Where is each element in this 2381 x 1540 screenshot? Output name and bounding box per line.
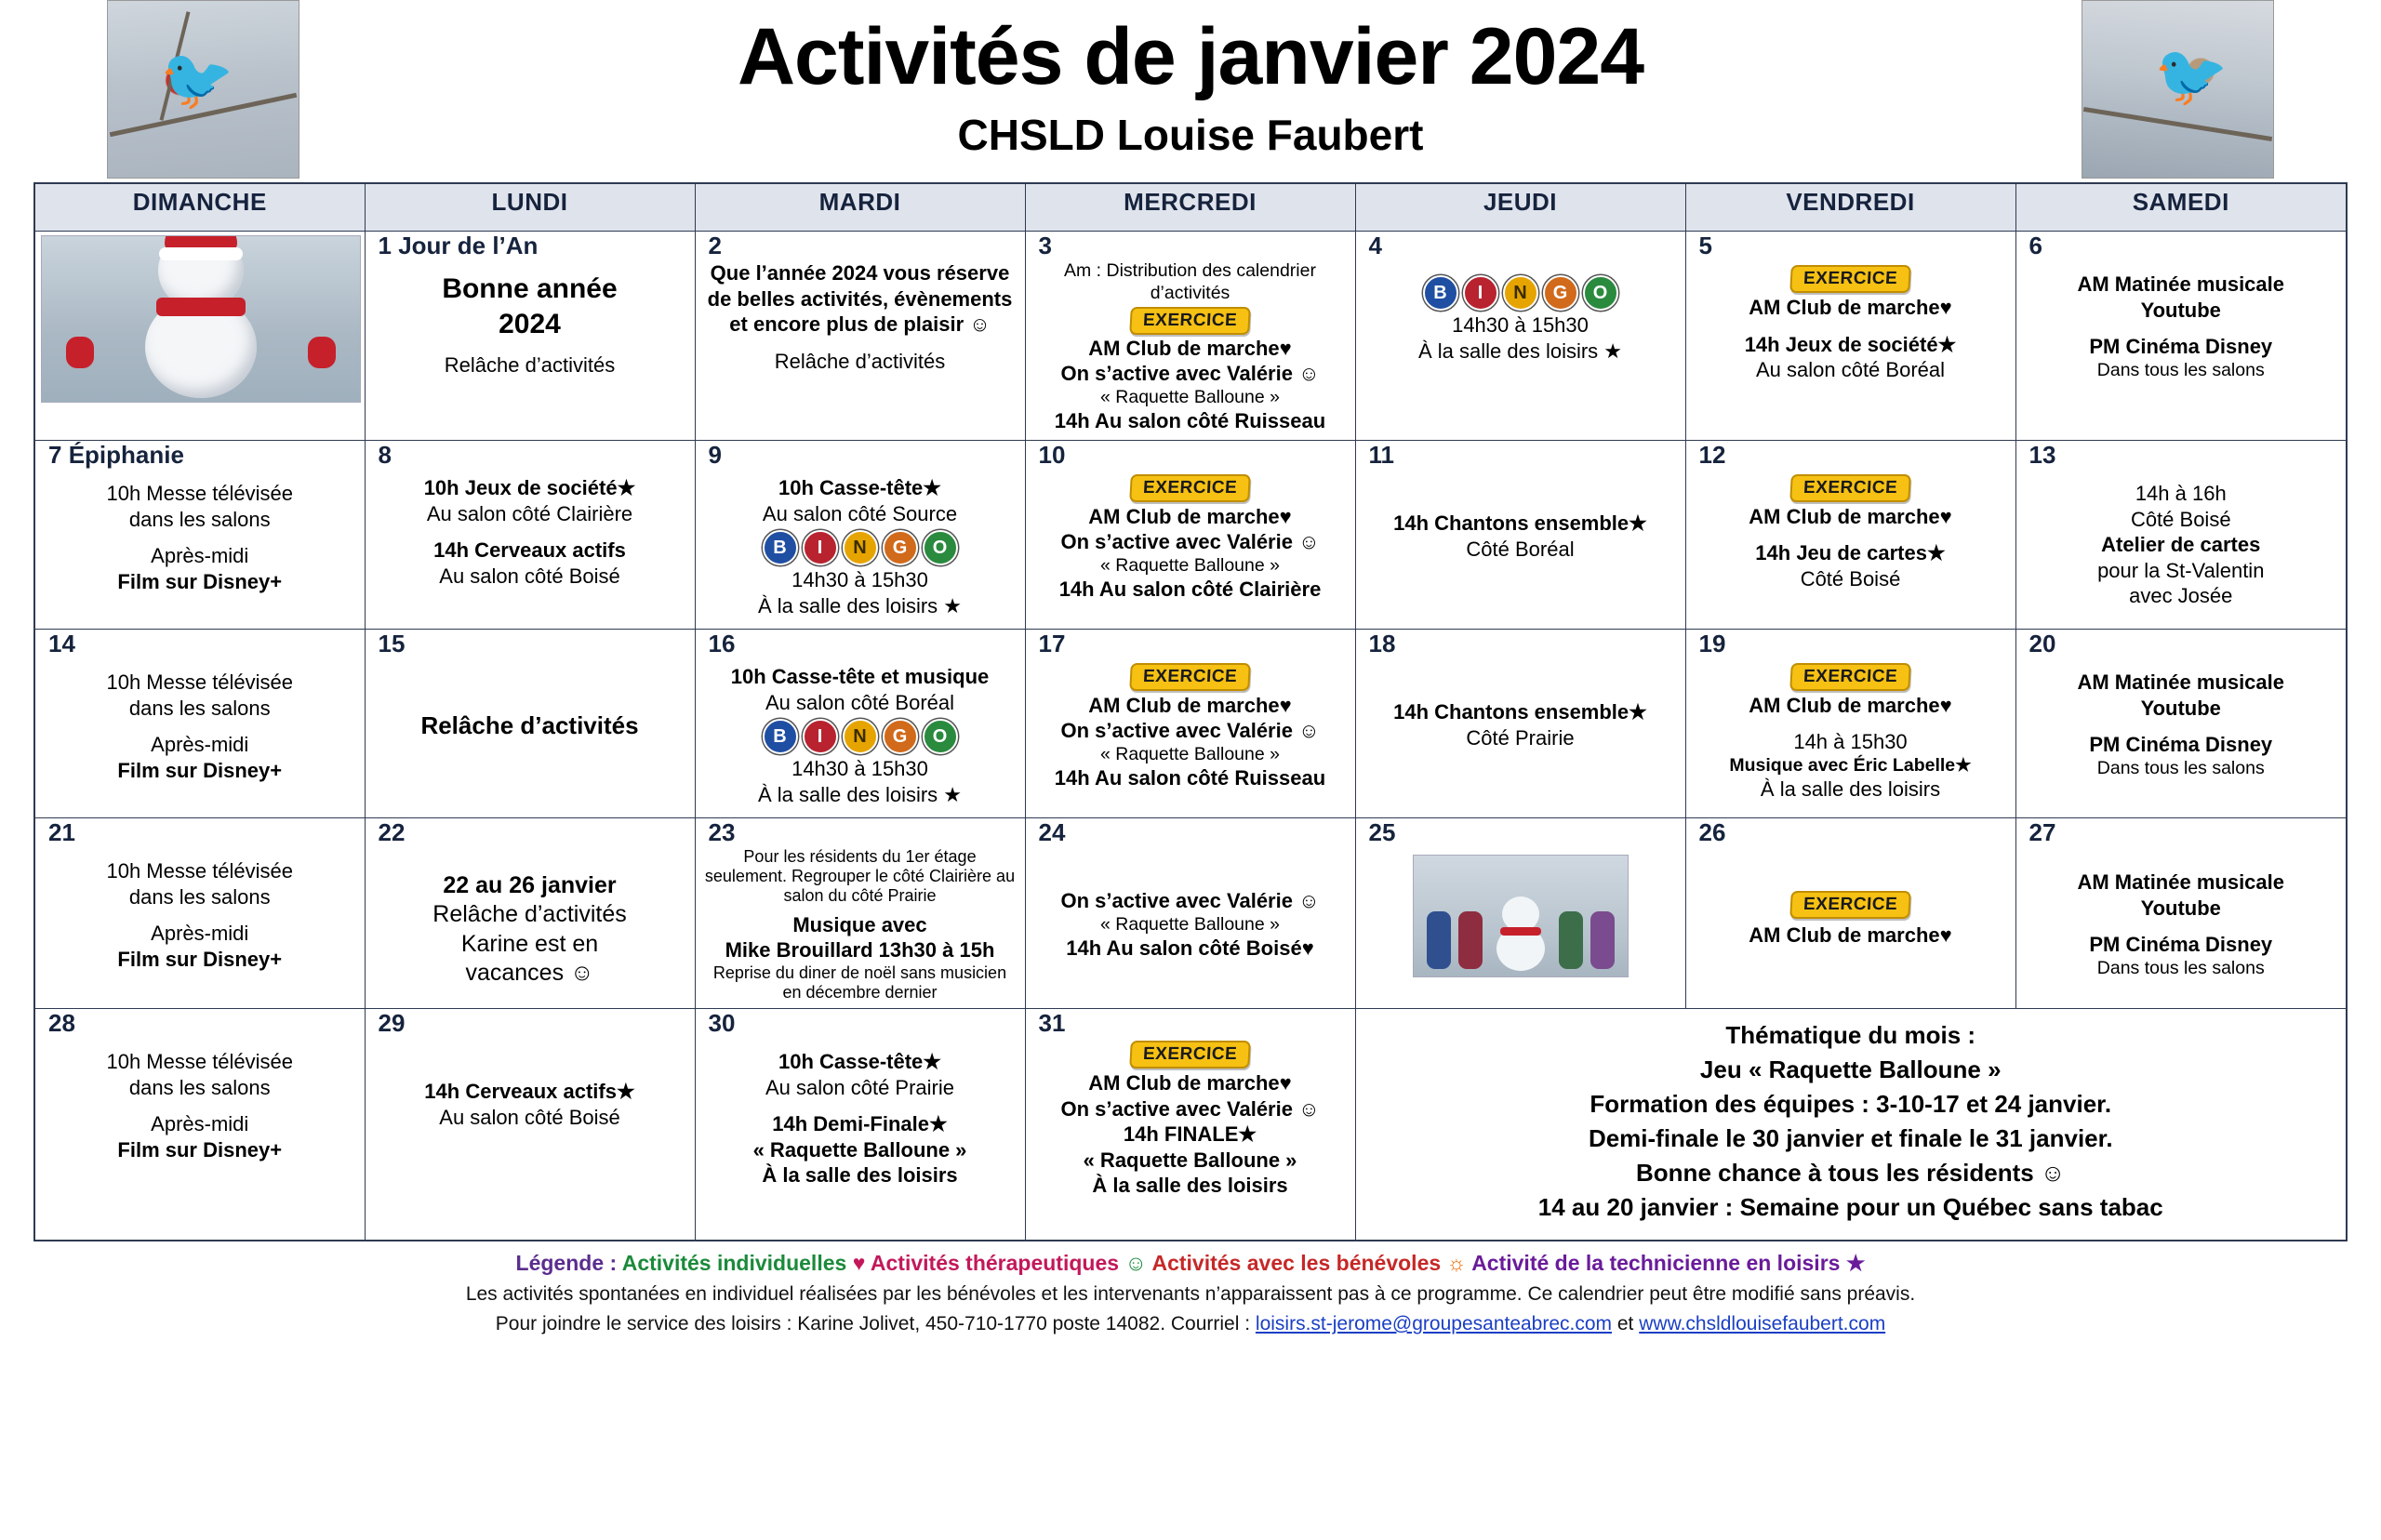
day7-line1: 10h Messe télévisée <box>106 482 294 506</box>
day18-line2: Côté Prairie <box>1466 725 1575 750</box>
day31-line3: 14h FINALE★ <box>1123 1122 1257 1147</box>
legend-item-3: Activités avec les bénévoles <box>1151 1251 1442 1276</box>
day6-line4: Dans tous les salons <box>2096 359 2265 380</box>
bingo-icon: B I N G O <box>1363 275 1678 311</box>
day31-line1: AM Club de marche♥ <box>1088 1071 1292 1095</box>
calendar-table <box>33 182 2348 1241</box>
day6-line2: Youtube <box>2140 298 2221 322</box>
day-number-20: 20 <box>2029 629 2056 657</box>
day-cell-9 <box>695 440 1025 629</box>
day12-line2: 14h Jeu de cartes★ <box>1755 541 1946 565</box>
day6-line3: PM Cinéma Disney <box>2089 335 2273 359</box>
day13-line4: pour la St-Valentin <box>2097 558 2265 582</box>
exercice-badge: EXERCICE <box>1789 474 1911 502</box>
snowman-photo <box>41 235 361 403</box>
day-number-13: 13 <box>2029 440 2056 469</box>
day-number-5: 5 <box>1698 232 1712 259</box>
day12-line1: AM Club de marche♥ <box>1749 504 1952 528</box>
day19-line2: 14h à 15h30 <box>1793 730 1908 754</box>
day-number-17: 17 <box>1038 629 1066 657</box>
cardinal-bird-photo <box>107 0 299 179</box>
day16-line4: À la salle des loisirs ★ <box>757 782 963 806</box>
footer-line-1: Les activités spontanées en individuel réalisées par les bénévoles et les intervenants n’apparaissent pas à ce programme. Ce calendrier peut être modifié sans préavis. <box>465 1283 1916 1306</box>
footer <box>0 1280 2381 1338</box>
day-number-31: 31 <box>1038 1009 1066 1038</box>
day-number-15: 15 <box>378 629 406 657</box>
footer-line-2-mid: et <box>1612 1312 1640 1334</box>
day28-line3: Après-midi <box>151 1112 249 1136</box>
day21-line3: Après-midi <box>151 922 249 946</box>
day21-line4: Film sur Disney+ <box>117 947 283 971</box>
day19-line1: AM Club de marche♥ <box>1749 693 1952 717</box>
day-cell-12 <box>1685 440 2015 629</box>
day26-line1: AM Club de marche♥ <box>1749 923 1952 947</box>
day12-line3: Côté Boisé <box>1800 566 1901 591</box>
day17-line3: « Raquette Balloune » <box>1100 743 1280 764</box>
day-cell-21 <box>34 817 365 1008</box>
theme-line4: Demi-finale le 30 janvier et finale le 31 janvier. <box>1588 1123 2113 1152</box>
day18-line1: 14h Chantons ensemble★ <box>1393 700 1647 724</box>
day-cell-2 <box>695 232 1025 441</box>
day-cell-13 <box>2015 440 2347 629</box>
day16-line1: 10h Casse-tête et musique <box>730 665 990 689</box>
day-number-27: 27 <box>2029 817 2056 846</box>
day-number-26: 26 <box>1698 817 1726 846</box>
day-cell-5 <box>1685 232 2015 441</box>
day9-line1: 10h Casse-tête★ <box>778 476 942 500</box>
day-number-28: 28 <box>48 1009 75 1038</box>
day-cell-17 <box>1025 629 1355 817</box>
page-header <box>0 0 2381 182</box>
day-number-11: 11 <box>1368 440 1394 469</box>
day27-line3: PM Cinéma Disney <box>2089 933 2273 957</box>
day17-line4: 14h Au salon côté Ruisseau <box>1054 766 1326 790</box>
day-number-10: 10 <box>1038 440 1066 469</box>
day-cell-8 <box>365 440 695 629</box>
day-number-4: 4 <box>1368 232 1382 259</box>
day-number-21: 21 <box>48 817 75 846</box>
waxwing-icon: 🐦 <box>2154 42 2228 109</box>
day8-line1: 10h Jeux de société★ <box>423 476 636 500</box>
sun-icon: ☼ <box>1446 1251 1467 1276</box>
weekday-friday: VENDREDI <box>1685 183 2015 232</box>
page-title: Activités de janvier 2024 <box>737 12 1644 101</box>
day-cell-10 <box>1025 440 1355 629</box>
day19-line3: Musique avec Éric Labelle★ <box>1729 754 1972 776</box>
day30-line4: « Raquette Balloune » <box>752 1137 967 1162</box>
bingo-icon: B I N G O <box>703 530 1018 565</box>
day5-line3: Au salon côté Boréal <box>1755 358 1946 382</box>
day27-line4: Dans tous les salons <box>2096 957 2265 978</box>
day-cell-empty-sun1 <box>34 232 365 441</box>
day7-line4: Film sur Disney+ <box>117 569 283 593</box>
smiley-icon: ☺ <box>1124 1251 1147 1276</box>
day-number-7: 7 Épiphanie <box>48 440 184 469</box>
day27-line2: Youtube <box>2140 896 2221 920</box>
day10-line3: « Raquette Balloune » <box>1100 554 1280 576</box>
day1-line1: Bonne année <box>442 273 618 305</box>
calendar-week-1 <box>34 232 2347 441</box>
day16-line3: 14h30 à 15h30 <box>791 757 928 781</box>
legend <box>0 1251 2381 1276</box>
day-cell-11 <box>1355 440 1685 629</box>
waxwing-bird-photo <box>2082 0 2274 179</box>
day-cell-25 <box>1355 817 1685 1008</box>
day14-line2: dans les salons <box>128 696 271 720</box>
exercice-badge: EXERCICE <box>1129 1041 1251 1069</box>
day-cell-15 <box>365 629 695 817</box>
calendar-week-3 <box>34 629 2347 817</box>
day-number-3: 3 <box>1038 232 1052 259</box>
day3-line3: On s’active avec Valérie ☺ <box>1060 362 1320 386</box>
footer-line-2-pre: Pour joindre le service des loisirs : Karine Jolivet, 450-710-1770 poste 14082. Courriel : <box>495 1312 1256 1334</box>
day-cell-29 <box>365 1009 695 1241</box>
day10-line1: AM Club de marche♥ <box>1088 504 1292 528</box>
day23-line3: Mike Brouillard 13h30 à 15h <box>725 938 995 962</box>
day13-line2: Côté Boisé <box>2130 507 2231 531</box>
day29-line1: 14h Cerveaux actifs★ <box>424 1080 635 1104</box>
theme-line6: 14 au 20 janvier : Semaine pour un Québec sans tabac <box>1537 1192 2163 1221</box>
day23-line2: Musique avec <box>792 912 927 936</box>
day29-line2: Au salon côté Boisé <box>439 1105 620 1129</box>
day-cell-19 <box>1685 629 2015 817</box>
day1-line2: 2024 <box>499 308 561 339</box>
weekday-monday: LUNDI <box>365 183 695 232</box>
day-number-24: 24 <box>1038 817 1066 846</box>
day5-line2: 14h Jeux de société★ <box>1744 332 1957 356</box>
day21-line1: 10h Messe télévisée <box>106 859 294 883</box>
day-cell-4 <box>1355 232 1685 441</box>
bingo-icon: B I N G O <box>703 719 1018 754</box>
legend-item-4: Activité de la technicienne en loisirs <box>1471 1251 1841 1276</box>
day30-line3: 14h Demi-Finale★ <box>772 1112 948 1136</box>
day4-line1: 14h30 à 15h30 <box>1452 313 1589 338</box>
day-number-16: 16 <box>708 629 736 657</box>
day-cell-6 <box>2015 232 2347 441</box>
day14-line1: 10h Messe télévisée <box>106 670 294 695</box>
legend-label: Légende : <box>515 1251 618 1276</box>
weekday-thursday: JEUDI <box>1355 183 1685 232</box>
day20-line1: AM Matinée musicale <box>2077 670 2284 695</box>
monthly-theme-block <box>1355 1009 2347 1241</box>
day-number-14: 14 <box>48 629 75 657</box>
weekday-wednesday: MERCREDI <box>1025 183 1355 232</box>
day28-line1: 10h Messe télévisée <box>106 1050 294 1074</box>
day17-line1: AM Club de marche♥ <box>1088 693 1292 717</box>
day-cell-28 <box>34 1009 365 1241</box>
day24-line3: 14h Au salon côté Boisé♥ <box>1066 936 1314 960</box>
day-cell-14 <box>34 629 365 817</box>
legend-item-2: Activités thérapeutiques <box>870 1251 1120 1276</box>
heart-icon: ♥ <box>852 1251 866 1276</box>
day20-line3: PM Cinéma Disney <box>2089 733 2273 757</box>
day22-line2: Relâche d’activités <box>432 901 627 928</box>
calendar-week-2 <box>34 440 2347 629</box>
day7-line2: dans les salons <box>128 507 271 531</box>
day-number-12: 12 <box>1698 440 1726 469</box>
day8-line2: Au salon côté Clairière <box>426 501 633 525</box>
day-cell-30 <box>695 1009 1025 1241</box>
day-cell-7 <box>34 440 365 629</box>
day-number-25: 25 <box>1368 817 1396 846</box>
weekday-tuesday: MARDI <box>695 183 1025 232</box>
day2-line1: Que l’année 2024 vous réserve de belles activités, évènements et encore plus de plaisir ☺ <box>707 261 1013 337</box>
day-number-30: 30 <box>708 1009 736 1038</box>
day5-line1: AM Club de marche♥ <box>1749 296 1952 320</box>
email-link[interactable]: loisirs.st-jerome@groupesanteabrec.com <box>1255 1312 1613 1334</box>
day14-line4: Film sur Disney+ <box>117 758 283 782</box>
day3-line2: AM Club de marche♥ <box>1088 336 1292 360</box>
day30-line5: À la salle des loisirs <box>762 1163 958 1188</box>
day14-line3: Après-midi <box>151 733 249 757</box>
day-cell-18 <box>1355 629 1685 817</box>
day11-line2: Côté Boréal <box>1466 537 1575 561</box>
theme-line5: Bonne chance à tous les résidents ☺ <box>1636 1158 2066 1187</box>
exercice-badge: EXERCICE <box>1129 474 1251 502</box>
day13-line5: avec Josée <box>2129 584 2233 608</box>
day-cell-24 <box>1025 817 1355 1008</box>
calendar-week-5 <box>34 1009 2347 1241</box>
day13-line1: 14h à 16h <box>2135 482 2227 506</box>
day3-line1: Am : Distribution des calendrier d’activités <box>1064 260 1316 303</box>
day8-line4: Au salon côté Boisé <box>439 564 620 588</box>
day31-line4: « Raquette Balloune » <box>1083 1148 1297 1172</box>
day22-line3: Karine est en <box>460 930 599 957</box>
day-cell-1 <box>365 232 695 441</box>
day-number-23: 23 <box>708 817 736 846</box>
day-cell-3 <box>1025 232 1355 441</box>
day-cell-23 <box>695 817 1025 1008</box>
day24-line2: « Raquette Balloune » <box>1100 913 1280 935</box>
day1-line3: Relâche d’activités <box>444 353 616 378</box>
day31-line5: À la salle des loisirs <box>1092 1174 1288 1198</box>
star-icon: ★ <box>1845 1251 1866 1276</box>
day24-line1: On s’active avec Valérie ☺ <box>1060 889 1320 913</box>
day-cell-16 <box>695 629 1025 817</box>
day-number-22: 22 <box>378 817 406 846</box>
day-number-29: 29 <box>378 1009 406 1038</box>
day10-line4: 14h Au salon côté Clairière <box>1058 578 1322 602</box>
day22-line4: vacances ☺ <box>465 959 594 986</box>
exercice-badge: EXERCICE <box>1789 265 1911 293</box>
day-cell-31 <box>1025 1009 1355 1241</box>
day28-line2: dans les salons <box>128 1075 271 1099</box>
day13-line3: Atelier de cartes <box>2101 533 2261 557</box>
day6-line1: AM Matinée musicale <box>2077 272 2284 297</box>
weekday-saturday: SAMEDI <box>2015 183 2347 232</box>
exercice-badge: EXERCICE <box>1129 307 1251 335</box>
day30-line2: Au salon côté Prairie <box>765 1075 954 1099</box>
day16-line2: Au salon côté Boréal <box>765 690 955 714</box>
day-number-6: 6 <box>2029 232 2042 259</box>
theme-line3: Formation des équipes : 3-10-17 et 24 janvier. <box>1590 1089 2112 1118</box>
day-number-9: 9 <box>708 440 722 469</box>
day-number-19: 19 <box>1698 629 1726 657</box>
day-number-2: 2 <box>708 232 722 259</box>
day10-line2: On s’active avec Valérie ☺ <box>1060 530 1320 554</box>
day11-line1: 14h Chantons ensemble★ <box>1393 511 1647 536</box>
day3-line5: 14h Au salon côté Ruisseau <box>1054 409 1326 433</box>
legend-item-1: Activités individuelles <box>621 1251 847 1276</box>
theme-line1: Thématique du mois : <box>1725 1021 1976 1050</box>
day9-line4: À la salle des loisirs ★ <box>757 593 963 617</box>
day9-line2: Au salon côté Source <box>762 501 958 525</box>
day30-line1: 10h Casse-tête★ <box>778 1050 942 1074</box>
day-cell-26 <box>1685 817 2015 1008</box>
day22-line1: 22 au 26 janvier <box>443 872 617 899</box>
calendar-header-row <box>34 183 2347 232</box>
day27-line1: AM Matinée musicale <box>2077 870 2284 895</box>
day4-line2: À la salle des loisirs ★ <box>1417 339 1623 363</box>
day17-line2: On s’active avec Valérie ☺ <box>1060 719 1320 743</box>
day31-line2: On s’active avec Valérie ☺ <box>1060 1096 1320 1121</box>
day9-line3: 14h30 à 15h30 <box>791 568 928 592</box>
day-number-18: 18 <box>1368 629 1396 657</box>
day21-line2: dans les salons <box>128 884 271 909</box>
exercice-badge: EXERCICE <box>1129 663 1251 691</box>
day-cell-22 <box>365 817 695 1008</box>
day20-line2: Youtube <box>2140 696 2221 720</box>
day15-line1: Relâche d’activités <box>420 711 639 740</box>
day-number-8: 8 <box>378 440 392 469</box>
day-cell-27 <box>2015 817 2347 1008</box>
weekday-sunday: DIMANCHE <box>34 183 365 232</box>
day-cell-20 <box>2015 629 2347 817</box>
day28-line4: Film sur Disney+ <box>117 1137 283 1162</box>
exercice-badge: EXERCICE <box>1789 891 1911 919</box>
website-link[interactable]: www.chsldlouisefaubert.com <box>1639 1312 1886 1334</box>
page-subtitle: CHSLD Louise Faubert <box>957 111 1424 159</box>
cardinal-icon: 🐦 <box>160 46 234 113</box>
day23-line1: Pour les résidents du 1er étage seulement. Regrouper le côté Clairière au salon du côté Prairie <box>704 847 1016 906</box>
day20-line4: Dans tous les salons <box>2096 757 2265 778</box>
day3-line4: « Raquette Balloune » <box>1100 386 1280 407</box>
day8-line3: 14h Cerveaux actifs <box>433 538 626 563</box>
day19-line4: À la salle des loisirs <box>1760 777 1941 802</box>
day23-line4: Reprise du diner de noël sans musicien en décembre dernier <box>712 962 1007 1002</box>
day7-line3: Après-midi <box>151 544 249 568</box>
calendar-week-4 <box>34 817 2347 1008</box>
day-number-1: 1 Jour de l’An <box>378 232 539 259</box>
family-snowman-photo <box>1413 855 1629 977</box>
exercice-badge: EXERCICE <box>1789 663 1911 691</box>
day2-line2: Relâche d’activités <box>774 349 946 373</box>
theme-line2: Jeu « Raquette Balloune » <box>1699 1055 2002 1084</box>
